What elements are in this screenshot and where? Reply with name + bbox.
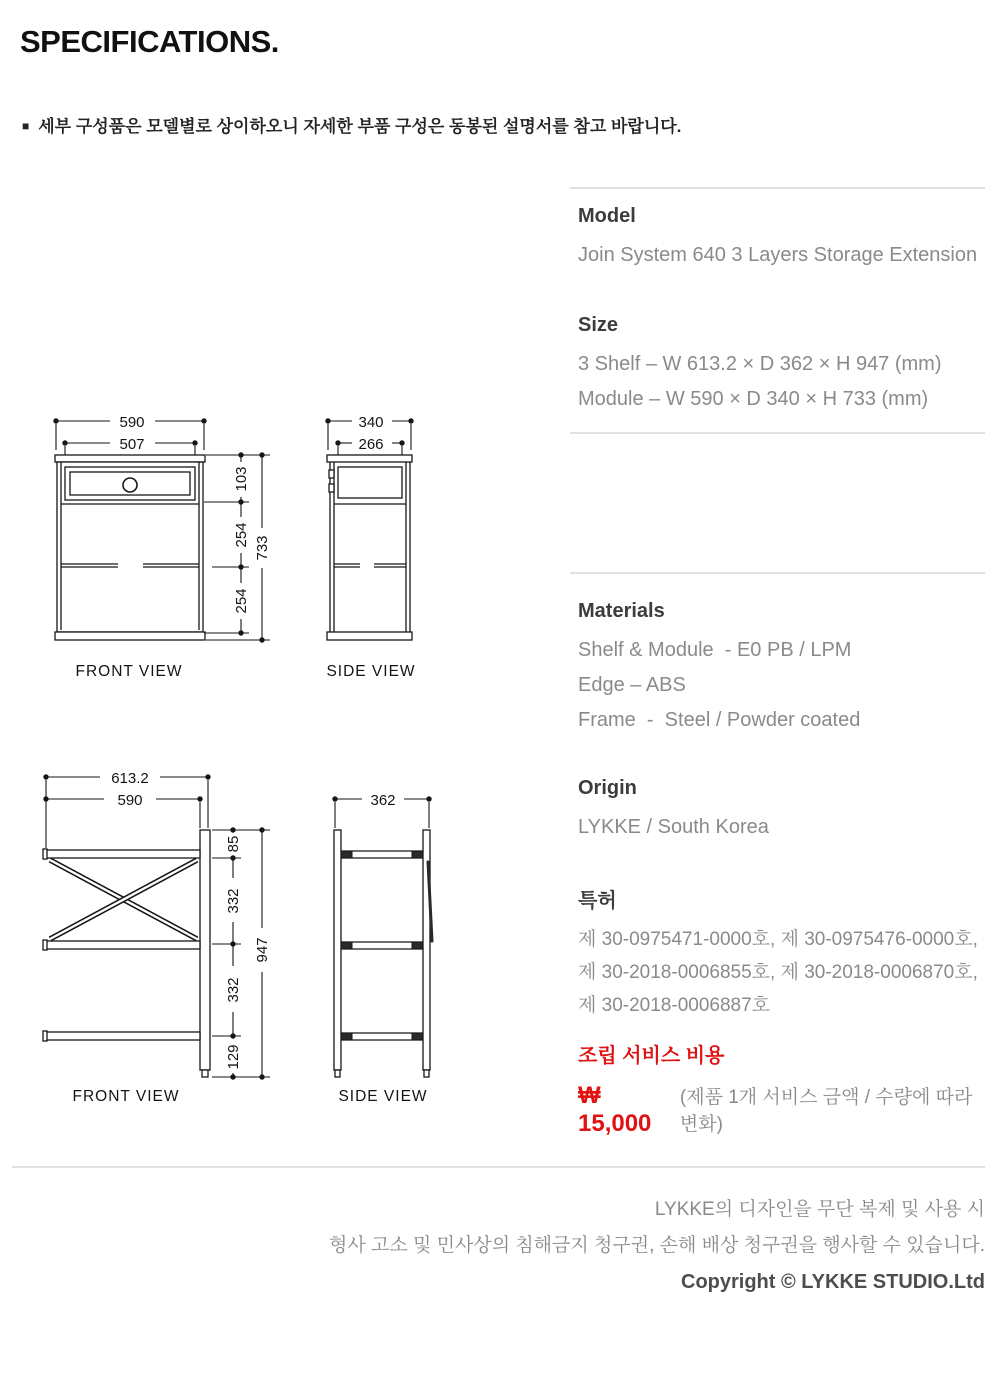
origin-value: LYKKE / South Korea <box>578 816 769 838</box>
size-line: 3 Shelf – W 613.2 × D 362 × H 947 (mm) <box>578 353 942 375</box>
dim-module-mid-height: 254 <box>233 522 250 548</box>
patent-heading: 특허 <box>578 890 617 912</box>
dim-shelf-depth: 362 <box>370 792 396 809</box>
footer-line: LYKKE의 디자인을 무단 복제 및 사용 시 <box>654 1199 985 1220</box>
shelf-side-view-drawing <box>332 792 432 1105</box>
note <box>22 112 681 137</box>
dim-module-drawer-height: 103 <box>233 466 250 492</box>
size-line: Module – W 590 × D 340 × H 733 (mm) <box>578 388 929 410</box>
dim-module-total-height: 733 <box>254 535 271 561</box>
model-heading: Model <box>578 205 636 227</box>
copyright: Copyright © LYKKE STUDIO.Ltd <box>681 1271 985 1293</box>
technical-drawings <box>0 390 530 1110</box>
model-value: Join System 640 3 Layers Storage Extension <box>578 244 978 266</box>
dim-module-depth-inner: 266 <box>358 436 384 453</box>
shelf-front-view-drawing <box>43 770 271 1105</box>
module-side-view-drawing <box>325 414 415 680</box>
dim-module-width-inner: 507 <box>119 436 145 453</box>
shelf-side-view-label: SIDE VIEW <box>338 1088 428 1105</box>
page-title: SPECIFICATIONS. <box>20 24 279 59</box>
dim-module-depth-outer: 340 <box>358 414 384 431</box>
dim-shelf-gap-2: 332 <box>225 977 242 1003</box>
module-front-view-label: FRONT VIEW <box>75 663 183 680</box>
patent-line: 제 30-2018-0006887호 <box>578 995 771 1016</box>
materials-line: Shelf & Module - E0 PB / LPM <box>578 639 852 661</box>
note-text: 세부 구성품은 모델별로 상이하오니 자세한 부품 구성은 동봉된 설명서를 참고 바랍니다. <box>38 117 682 136</box>
footer <box>200 1192 985 1300</box>
divider <box>12 1166 985 1168</box>
divider <box>570 432 985 434</box>
dim-shelf-gap-1: 332 <box>225 888 242 914</box>
module-front-view-drawing <box>53 414 271 680</box>
origin-section <box>578 777 988 845</box>
assembly-price: ₩ 15,000 <box>578 1082 652 1137</box>
dim-shelf-top-gap: 85 <box>225 835 242 853</box>
assembly-price-note: (제품 1개 서비스 금액 / 수량에 따라 변화) <box>679 1087 973 1135</box>
model-section <box>578 205 988 273</box>
shelf-front-view-label: FRONT VIEW <box>72 1088 180 1105</box>
module-side-view-label: SIDE VIEW <box>326 663 416 680</box>
divider <box>570 187 985 189</box>
dim-shelf-width-inner: 590 <box>117 792 143 809</box>
materials-section <box>578 600 988 738</box>
materials-line: Edge – ABS <box>578 674 686 696</box>
footer-line: 형사 고소 및 민사상의 침해금지 청구권, 손해 배상 청구권을 행사할 수 있습니다. <box>329 1235 985 1256</box>
dim-shelf-width-outer: 613.2 <box>111 770 149 787</box>
size-heading: Size <box>578 314 619 336</box>
dim-shelf-foot-height: 129 <box>225 1044 242 1070</box>
dim-module-low-height: 254 <box>233 588 250 614</box>
dim-shelf-total-height: 947 <box>254 937 271 963</box>
patent-section <box>578 884 988 1022</box>
divider <box>570 572 985 574</box>
assembly-service-section <box>578 1039 988 1138</box>
assembly-heading: 조립 서비스 비용 <box>578 1045 725 1067</box>
materials-line: Frame - Steel / Powder coated <box>578 709 861 731</box>
patent-line: 제 30-2018-0006855호, 제 30-2018-0006870호, <box>578 962 978 983</box>
origin-heading: Origin <box>578 777 637 799</box>
size-section <box>578 314 988 417</box>
patent-line: 제 30-0975471-0000호, 제 30-0975476-0000호, <box>578 929 978 950</box>
square-bullet-icon: ■ <box>22 119 30 133</box>
materials-heading: Materials <box>578 600 665 622</box>
dim-module-width-outer: 590 <box>119 414 145 431</box>
